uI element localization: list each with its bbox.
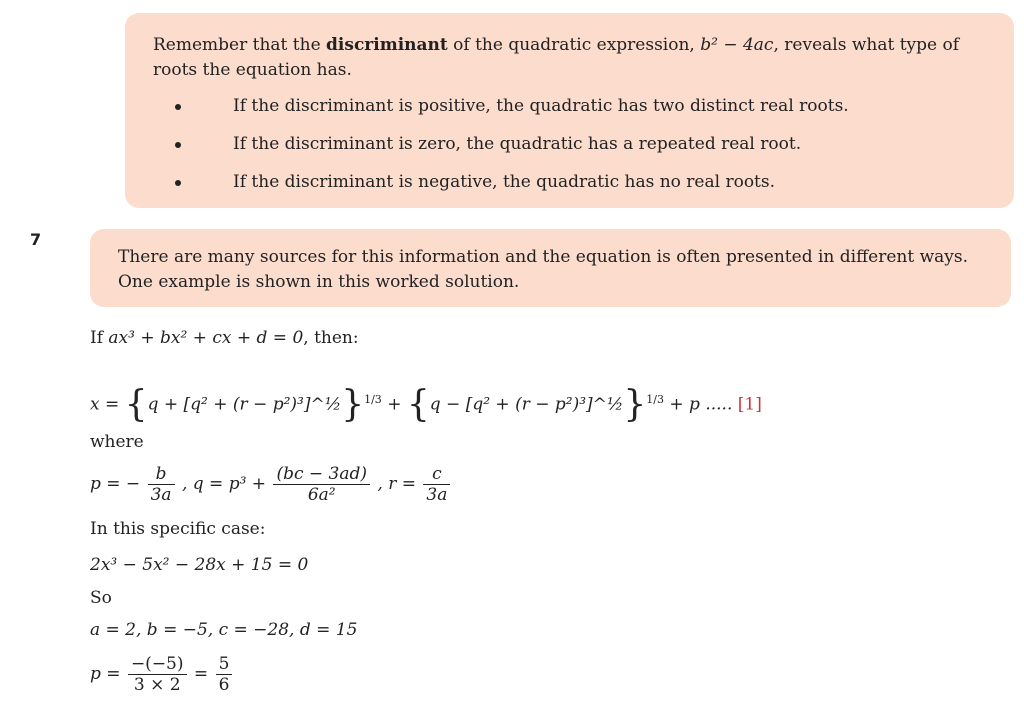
- so-label: So: [90, 588, 112, 608]
- question-number: 7: [30, 230, 42, 249]
- r-def-num: c: [423, 464, 450, 485]
- cube-root-exponent-2: 1/3: [646, 393, 664, 406]
- discriminant-expression: b² − 4ac: [700, 35, 774, 55]
- coefficients-line: a = 2, b = −5, c = −28, d = 15: [90, 620, 358, 640]
- p-calc-result: [216, 654, 233, 695]
- bullet-zero: [153, 133, 986, 155]
- bullet-dot-icon: [175, 142, 181, 148]
- r-def-lhs: , r =: [377, 474, 417, 494]
- r-def-fraction: [423, 464, 450, 505]
- bullet-text: If the discriminant is negative, the quadratic has no real roots.: [233, 172, 776, 192]
- cube-root-exponent-1: 1/3: [364, 393, 382, 406]
- pqr-definitions: [90, 464, 452, 505]
- p-def-fraction: [148, 464, 175, 505]
- left-brace-icon: {: [124, 384, 148, 426]
- p-calculation: [90, 654, 234, 695]
- p-calc-num: −(−5): [128, 654, 187, 675]
- q-def-den: 6a²: [307, 485, 336, 505]
- right-brace-icon: }: [341, 384, 365, 426]
- cubic-general-expression: ax³ + bx² + cx + d = 0: [108, 328, 304, 348]
- right-brace-icon: }: [623, 384, 647, 426]
- formula-part-1: q + [q² + (r − p²)³]^½: [147, 394, 342, 415]
- r-def-den: 3a: [426, 485, 448, 505]
- cubic-formula: x = {q + [q² + (r − p²)³]^½}$^{1/3}$ + {q − [q² + (r − p²)³]^½}$^{1/3}$ + p ..... [1]: [90, 384, 762, 426]
- p-calc-den: 3 × 2: [133, 675, 181, 695]
- if-line: [90, 328, 359, 348]
- q-def-lhs: , q = p³ +: [181, 474, 267, 494]
- bullet-positive: [153, 95, 986, 117]
- p-def-lhs: p = −: [90, 474, 141, 494]
- p-calc-lhs: p =: [90, 664, 121, 684]
- intro-text-3: , reveals what type of roots the equation has.: [153, 35, 960, 80]
- bullet-dot-icon: [175, 180, 181, 186]
- discriminant-note-box: [125, 13, 1014, 208]
- formula-part-2: q − [q² + (r − p²)³]^½: [429, 394, 624, 415]
- intro-text-1: Remember that the: [153, 35, 327, 55]
- p-calc-res-num: 5: [216, 654, 233, 675]
- intro-bold-term: discriminant: [326, 35, 448, 55]
- p-def-num: b: [148, 464, 175, 485]
- p-calc-res-den: 6: [218, 675, 230, 695]
- left-brace-icon: {: [406, 384, 430, 426]
- specific-equation: 2x³ − 5x² − 28x + 15 = 0: [90, 555, 309, 575]
- bullet-dot-icon: [175, 104, 181, 110]
- q-def-num: (bc − 3ad): [273, 464, 370, 485]
- q-def-fraction: [273, 464, 370, 505]
- discriminant-bullet-list: [153, 95, 986, 193]
- p-calc-fraction: [128, 654, 187, 695]
- if-suffix: , then:: [303, 328, 359, 348]
- p-def-den: 3a: [150, 485, 172, 505]
- p-calc-equals: =: [193, 664, 209, 684]
- where-label: where: [90, 432, 144, 452]
- formula-tail: + p .....: [669, 394, 733, 415]
- bullet-negative: [153, 171, 986, 193]
- formula-reference-link[interactable]: [1]: [737, 394, 762, 415]
- if-prefix: If: [90, 328, 109, 348]
- specific-case-label: In this specific case:: [90, 519, 266, 539]
- bullet-text: If the discriminant is positive, the quadratic has two distinct real roots.: [233, 96, 849, 116]
- formula-lhs: x =: [90, 394, 120, 415]
- intro-text-2: of the quadratic expression,: [447, 35, 701, 55]
- sources-note-text: There are many sources for this information and the equation is often presented in different ways. One example is shown in this worked solution.: [118, 247, 969, 292]
- bullet-text: If the discriminant is zero, the quadratic has a repeated real root.: [233, 134, 802, 154]
- discriminant-intro: [153, 33, 986, 83]
- sources-note-box: [90, 229, 1011, 307]
